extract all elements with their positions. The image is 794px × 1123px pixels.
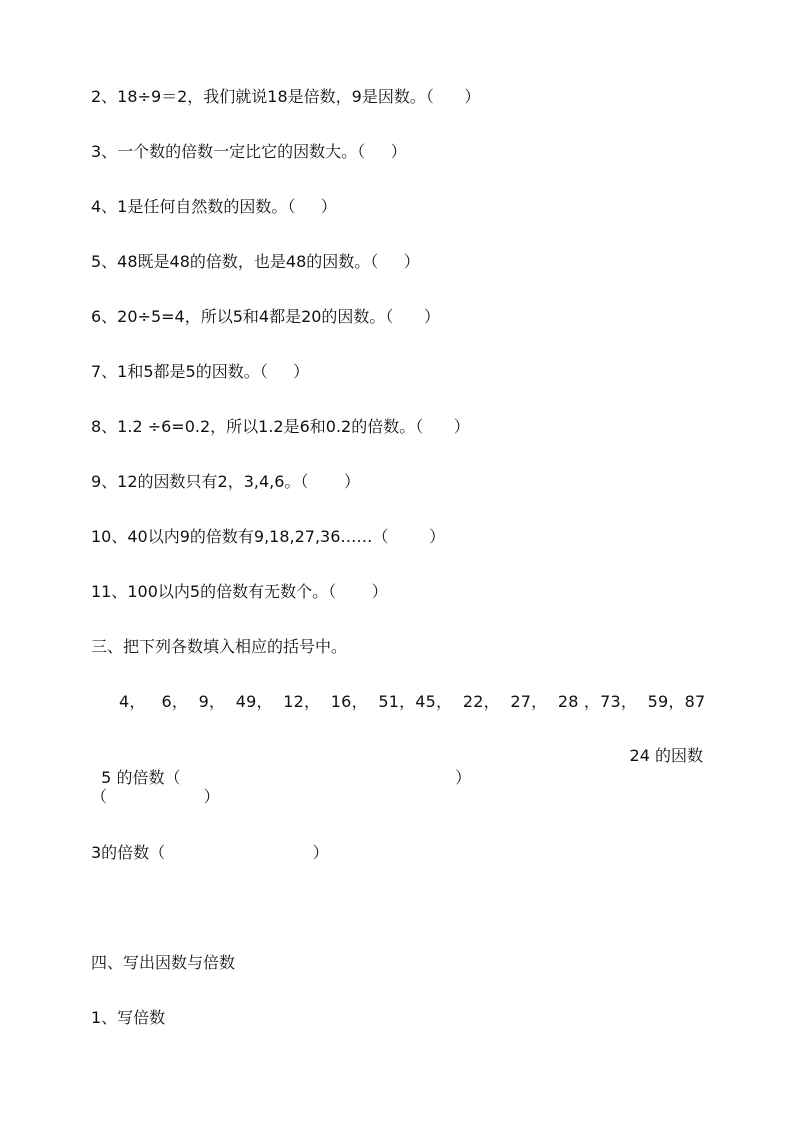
factors-of-24-bracket: （ ）	[91, 787, 220, 806]
judgement-item-9: 9、12的因数只有2，3,4,6。（ ）	[91, 472, 361, 491]
section4-heading: 四、写出因数与倍数	[91, 953, 236, 972]
section4-sub1: 1、写倍数	[91, 1008, 166, 1027]
judgement-item-4: 4、1是任何自然数的因数。（ ）	[91, 197, 337, 216]
judgement-item-8: 8、1.2 ÷6=0.2，所以1.2是6和0.2的倍数。（ ）	[91, 417, 470, 436]
judgement-item-7: 7、1和5都是5的因数。（ ）	[91, 362, 310, 381]
number-list: 4， 6， 9， 49， 12， 16， 51，45， 22， 27， 28 ，73， 59，87	[119, 692, 706, 711]
judgement-item-10: 10、40以内9的倍数有9,18,27,36……（ ）	[91, 527, 446, 546]
section3-heading: 三、把下列各数填入相应的括号中。	[91, 637, 348, 656]
judgement-item-6: 6、20÷5=4，所以5和4都是20的因数。（ ）	[91, 307, 440, 326]
multiples-of-5-label: 5 的倍数（ ）	[101, 768, 472, 787]
judgement-item-3: 3、一个数的倍数一定比它的因数大。（ ）	[91, 142, 407, 161]
judgement-item-5: 5、48既是48的倍数，也是48的因数。（ ）	[91, 252, 420, 271]
judgement-item-2: 2、18÷9＝2，我们就说18是倍数，9是因数。（ ）	[91, 87, 481, 106]
judgement-item-11: 11、100以内5的倍数有无数个。（ ）	[91, 582, 388, 601]
factors-of-24-label: 24 的因数	[629, 746, 703, 765]
multiples-of-3-label: 3的倍数（ ）	[91, 843, 329, 862]
